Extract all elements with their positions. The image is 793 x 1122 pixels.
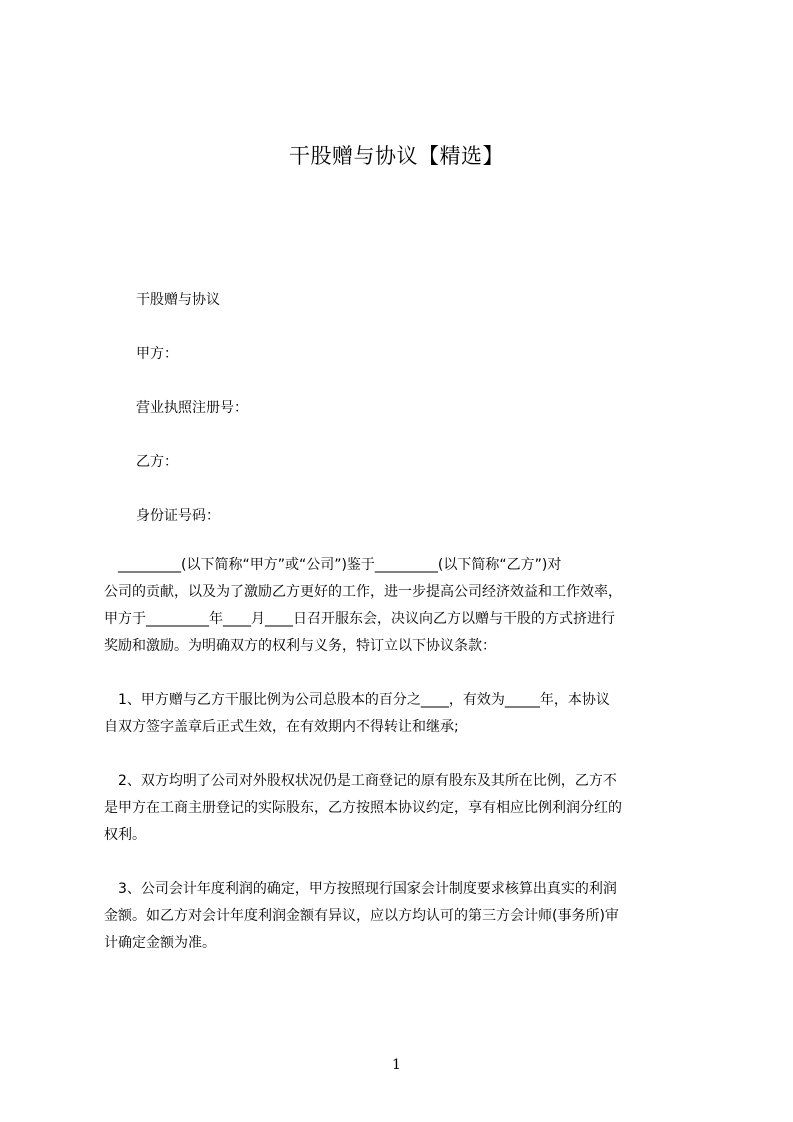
preamble-line: 甲方于_________年____月____日召开服东会，决议向乙方以赠与干股的方式挤进行 <box>104 611 615 627</box>
agreement-subtitle: 干股赠与协议 <box>136 292 220 308</box>
document-title: 干股赠与协议【精选】 <box>289 144 504 168</box>
preamble-line: 奖励和激励。为明确双方的权利与义务，特订立以下协议条款： <box>104 638 496 654</box>
clause-2 <box>104 768 704 849</box>
clause-line: 计确定金额为准。 <box>104 935 216 951</box>
clause-line: 是甲方在工商主册登记的实际股东，乙方按照本协议约定，享有相应比例利润分红的 <box>104 800 622 816</box>
page-number: 1 <box>392 1057 401 1073</box>
party-b-field: 乙方： <box>136 454 178 470</box>
party-a-field: 甲方： <box>136 346 178 362</box>
clause-line: 1、甲方赠与乙方干服比例为公司总股本的百分之____，有效为_____年，本协议 <box>104 692 610 708</box>
preamble-line: 公司的贡献，以及为了激励乙方更好的工作，进一步提高公司经济效益和工作效率， <box>104 584 622 600</box>
clause-line: 3、公司会计年度利润的确定，甲方按照现行国家会计制度要求核算出真实的利润 <box>104 881 617 897</box>
preamble-line: _________(以下简称“甲方”或“公司”)鉴于_________(以下简称“乙方”)对 <box>104 557 562 573</box>
clause-line: 2、双方均明了公司对外股权状况仍是工商登记的原有股东及其所在比例，乙方不 <box>104 773 617 789</box>
clause-1 <box>104 687 704 741</box>
id-number-field: 身份证号码： <box>136 508 220 524</box>
clause-3 <box>104 876 704 957</box>
clause-line: 权利。 <box>104 827 146 843</box>
license-number-field: 营业执照注册号： <box>136 400 248 416</box>
preamble-paragraph <box>104 552 704 660</box>
clause-line: 金额。如乙方对会计年度利润金额有异议，应以方均认可的第三方会计师(事务所)审 <box>104 908 619 924</box>
clause-line: 自双方签字盖章后正式生效，在有效期内不得转让和继承; <box>104 719 459 735</box>
